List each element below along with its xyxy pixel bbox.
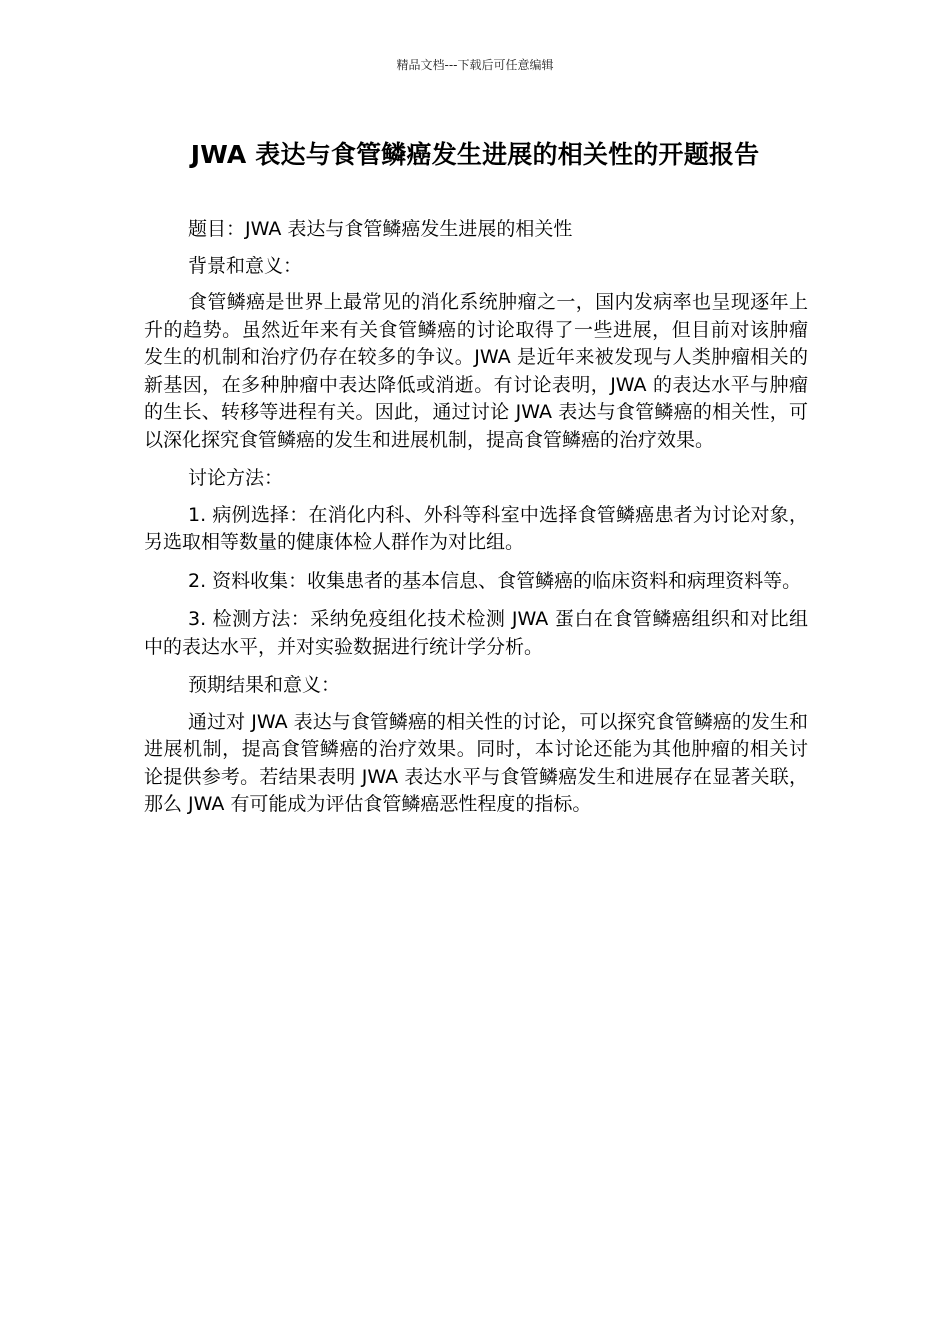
- expected-results-paragraph: 通过对 JWA 表达与食管鳞癌的相关性的讨论，可以探究食管鳞癌的发生和进展机制，提高食管鳞癌的治疗效果。同时，本讨论还能为其他肿瘤的相关讨论提供参考。若结果表明 JWA 表达水平与食管鳞癌发生和进展存在显著关联，那么 JWA 有可能成为评估食管鳞癌恶性程度的指标。: [144, 710, 808, 815]
- section-heading-expected-results: 预期结果和意义：: [188, 674, 341, 696]
- section-heading-methods: 讨论方法：: [188, 467, 284, 489]
- document-title: JWA 表达与食管鳞癌发生进展的相关性的开题报告: [190, 140, 760, 169]
- header-note: 精品文档---下载后可任意编辑: [396, 58, 554, 72]
- background-paragraph: 食管鳞癌是世界上最常见的消化系统肿瘤之一，国内发病率也呈现逐年上升的趋势。虽然近年来有关食管鳞癌的讨论取得了一些进展，但目前对该肿瘤发生的机制和治疗仍存在较多的争议。JWA 是近年来被发现与人类肿瘤相关的新基因，在多种肿瘤中表达降低或消逝。有讨论表明，JWA 的表达水平与肿瘤的生长、转移等进程有关。因此，通过讨论 JWA 表达与食管鳞癌的相关性，可以深化探究食管鳞癌的发生和进展机制，提高食管鳞癌的治疗效果。: [144, 291, 808, 451]
- method-item-detection: 3. 检测方法：采纳免疫组化技术检测 JWA 蛋白在食管鳞癌组织和对比组中的表达水平，并对实验数据进行统计学分析。: [144, 608, 808, 658]
- method-item-case-selection: 1. 病例选择：在消化内科、外科等科室中选择食管鳞癌患者为讨论对象，另选取相等数量的健康体检人群作为对比组。: [144, 503, 808, 553]
- section-heading-background: 背景和意义：: [188, 254, 303, 277]
- method-item-data-collection: 2. 资料收集：收集患者的基本信息、食管鳞癌的临床资料和病理资料等。: [188, 569, 802, 592]
- topic-line: 题目：JWA 表达与食管鳞癌发生进展的相关性: [188, 218, 573, 240]
- document-body: [144, 216, 808, 830]
